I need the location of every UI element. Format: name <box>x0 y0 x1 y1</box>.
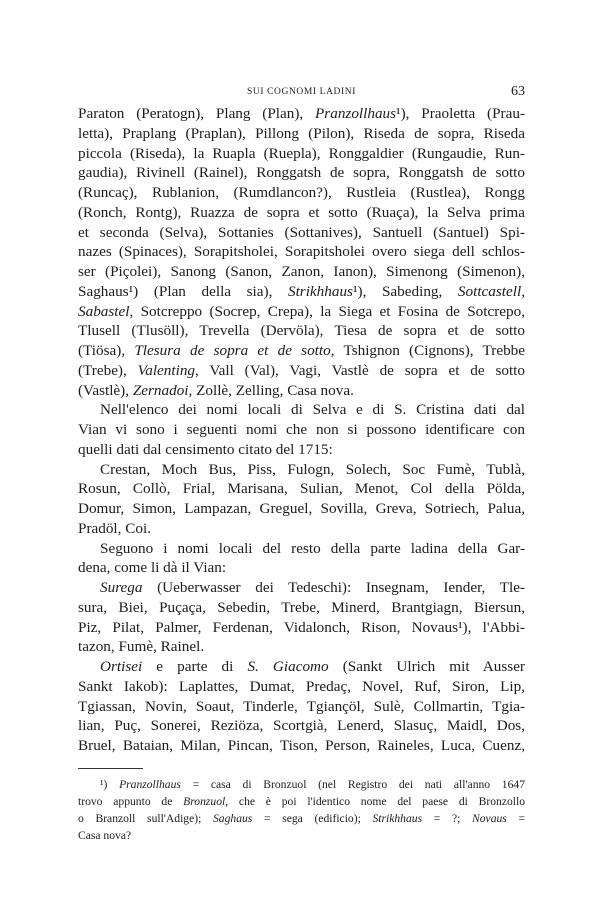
text-segment: (Vastlè), <box>78 381 133 399</box>
italic-text: S. Giacomo <box>247 658 329 675</box>
text-segment: = <box>506 812 526 825</box>
italic-text: Sottcastell, <box>457 282 525 300</box>
text-segment: Nell'elenco dei nomi locali di Selva e di S. Cristina dati dal <box>100 401 525 419</box>
text-line <box>78 479 525 499</box>
text-line <box>78 262 525 282</box>
text-segment: letta), Praplang (Praplan), Pillong (Pilon), Riseda de sopra, Riseda <box>78 124 525 142</box>
text-line <box>78 440 525 460</box>
text-segment: ¹) <box>100 778 120 791</box>
text-segment: quelli dati dal censimento citato del 1715: <box>78 440 333 458</box>
text-segment: dena, come li dà il Vian: <box>78 559 227 577</box>
text-segment: Paraton (Peratogn), Plang (Plan), <box>78 105 316 122</box>
text-line <box>78 104 525 124</box>
text-line <box>78 598 525 618</box>
text-segment: lian, Puç, Sonerei, Reziöza, Scortgià, Lenerd, Slasuç, Maidl, Dos, <box>78 717 525 735</box>
footnotes <box>78 776 525 844</box>
text-segment: Casa nova? <box>78 829 132 842</box>
text-line <box>78 519 525 539</box>
text-line <box>78 124 525 144</box>
text-line <box>78 282 525 302</box>
text-line <box>78 697 525 717</box>
text-segment: ¹), Praoletta (Prau- <box>396 105 525 122</box>
footnote-line <box>78 810 525 827</box>
text-segment: Sankt Iakob): Laplattes, Dumat, Predaç, Novel, Ruf, Siron, Lip, <box>78 677 525 695</box>
text-segment: (Trebe), <box>78 361 138 379</box>
text-segment: e parte di <box>142 658 248 675</box>
text-segment: Crestan, Moch Bus, Piss, Fulogn, Solech, Soc Fumè, Tublà, <box>100 460 525 478</box>
text-segment: , Vall (Val), Vagi, Vastlè de sopra et de sotto <box>195 361 525 379</box>
text-segment: et seconda (Selva), Sottanies (Sottanives), Santuell (Santuel) Spi- <box>78 223 525 241</box>
text-segment: Bruel, Bataian, Milan, Pincan, Tison, Person, Raineles, Luca, Cuenz, <box>78 737 525 754</box>
text-segment: (Ronch, Rontg), Ruazza de sopra et sotto (Ruaça), la Selva prima <box>78 203 525 221</box>
running-title: SUI COGNOMI LADINI <box>247 87 356 97</box>
text-line <box>78 223 525 243</box>
footnote-line <box>78 793 525 810</box>
italic-text: Novaus <box>472 812 507 825</box>
text-line <box>78 618 525 638</box>
text-segment: Rosun, Collò, Frial, Marisana, Sulian, Menot, Col della Pölda, <box>78 480 525 498</box>
text-segment: , Sotcreppo (Socrep, Crepa), la Siega et Fosina de Sotcrepo, <box>129 302 525 320</box>
text-segment: Tgiassan, Novin, Soaut, Tinderle, Tgiançöl, Sulè, Collmartin, Tgia- <box>78 697 525 715</box>
text-line <box>78 558 525 578</box>
italic-text: Zernadoi <box>132 381 189 399</box>
text-line <box>78 341 525 361</box>
italic-text: Strikhhaus <box>372 812 423 825</box>
text-line <box>78 657 525 677</box>
text-segment: = sega (edificio); <box>252 812 373 825</box>
text-segment: = ?; <box>422 812 473 825</box>
text-segment: gaudia), Rivinell (Rainel), Ronggatsh de sopra, Ronggatsh de sotto <box>78 164 525 182</box>
text-segment: (Ueberwasser dei Tedeschi): Insegnam, Iender, Tle- <box>142 579 525 596</box>
text-segment: Piz, Pilat, Palmer, Ferdenan, Vidalonch, Rison, Novaus¹), l'Abbi- <box>78 618 525 636</box>
footnote-line <box>78 827 525 844</box>
text-segment: o Branzoll sull'Adige); <box>78 812 213 825</box>
italic-text: Strikhhaus <box>287 282 353 300</box>
text-line <box>78 637 525 657</box>
text-line <box>78 302 525 322</box>
text-segment: sura, Biei, Puçaça, Sebedin, Trebe, Minerd, Brantgiagn, Biersun, <box>78 598 525 616</box>
text-segment: Domur, Simon, Lampazan, Greguel, Sovilla, Greva, Sotriech, Palua, <box>78 500 525 517</box>
text-segment: ¹), Sabeding, <box>352 282 458 300</box>
text-segment: piccola (Riseda), la Ruapla (Ruepla), Ronggaldier (Rungaudie, Run- <box>78 144 525 162</box>
text-line <box>78 578 525 598</box>
page-number: 63 <box>511 84 525 99</box>
text-segment: Tshignon (Cignons), Trebbe <box>334 342 525 359</box>
text-line <box>78 400 525 420</box>
text-segment: , Zollè, Zelling, Casa nova. <box>188 381 354 399</box>
text-segment: = casa di Bronzuol (nel Registro dei nati all'anno 1647 <box>180 778 525 791</box>
text-line <box>78 183 525 203</box>
text-line <box>78 144 525 164</box>
text-segment: ser (Piçolei), Sanong (Sanon, Zanon, Ianon), Simenong (Simenon), <box>78 263 525 280</box>
italic-text: Pranzollhaus <box>315 105 397 122</box>
text-segment: trovo appunto de <box>78 795 184 808</box>
text-line <box>78 381 525 401</box>
italic-text: Sabastel <box>78 302 130 320</box>
text-line <box>78 321 525 341</box>
text-line <box>78 460 525 480</box>
text-line <box>78 163 525 183</box>
italic-text: Valenting <box>137 361 196 379</box>
footnote-divider <box>78 768 143 769</box>
text-segment: Saghaus¹) (Plan della sia), <box>78 282 288 300</box>
text-segment: Tlusell (Tlusöll), Trevella (Dervöla), Tiesa de sopra et de sotto <box>78 322 525 340</box>
page-header <box>78 84 525 100</box>
italic-text: Pranzollhaus <box>119 778 181 791</box>
text-line <box>78 736 525 756</box>
text-line <box>78 242 525 262</box>
text-line <box>78 677 525 697</box>
italic-text: Surega <box>100 579 143 596</box>
text-line <box>78 539 525 559</box>
italic-text: Tlesura de sopra et de sotto, <box>134 342 335 359</box>
italic-text: Saghaus <box>213 812 253 825</box>
text-segment: , che è poi l'identico nome del paese di Bronzollo <box>225 795 525 808</box>
text-segment: Pradöl, Coi. <box>78 519 151 537</box>
body-text <box>78 104 525 756</box>
italic-text: Bronzuol <box>183 795 226 808</box>
text-segment: (Tiösa), <box>78 342 135 359</box>
text-line <box>78 499 525 519</box>
footnote-line <box>78 776 525 793</box>
text-segment: (Sankt Ulrich mit Ausser <box>328 658 525 675</box>
text-segment: nazes (Spinaces), Sorapitsholei, Sorapitsholei overo siega dell schlos- <box>78 243 525 261</box>
text-segment: (Runcaç), Rublanion, (Rumdlancon?), Rustleia (Rustlea), Rongg <box>78 184 525 201</box>
italic-text: Ortisei <box>100 658 143 675</box>
text-line <box>78 716 525 736</box>
text-segment: Vian vi sono i seguenti nomi che non si possono identificare con <box>78 421 525 438</box>
text-line <box>78 203 525 223</box>
text-line <box>78 361 525 381</box>
text-line <box>78 420 525 440</box>
text-segment: Seguono i nomi locali del resto della parte ladina della Gar- <box>100 539 525 557</box>
text-segment: tazon, Fumè, Rainel. <box>78 638 205 656</box>
